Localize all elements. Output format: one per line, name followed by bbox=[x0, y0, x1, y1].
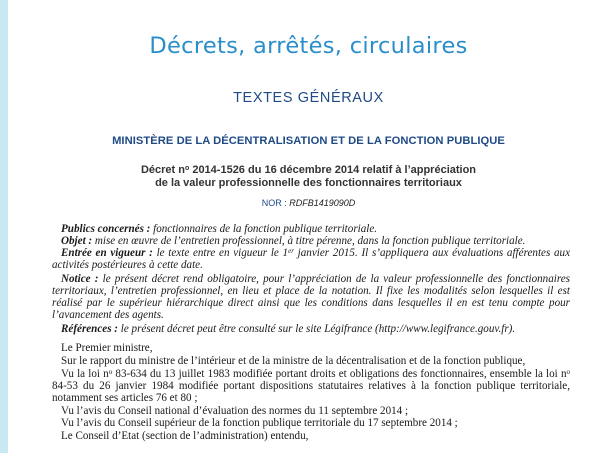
rapport-paragraph: Sur le rapport du ministre de l’intérieur et de la ministre de la décentralisation et de la fonction publique, bbox=[61, 355, 526, 367]
entree-en-vigueur-paragraph bbox=[52, 248, 570, 272]
nor-code: RDFB1419090D bbox=[289, 198, 356, 208]
notice-label: Notice : bbox=[61, 273, 99, 285]
entree-text-b: janvier 2015. Il s’appliquera aux évaluations afférentes aux activités postérieures à cette date. bbox=[52, 247, 570, 271]
vu-loi-text-a: Vu la loi n bbox=[61, 368, 109, 380]
entree-superscript: er bbox=[288, 247, 294, 255]
notice-text: le présent décret rend obligatoire, pour l’appréciation de la valeur professionnelle des fonctionnaires territoriaux, l’entretien professionnel, en lieu et place de la notation. Il fixe les modalités selon lesquelles il est réalisé par le supérieur hiérarchique direct ainsi que les conditions dans lesquelles il en est tenu compte pour l’avancement des agents. bbox=[52, 273, 571, 321]
publics-label: Publics concernés : bbox=[61, 223, 151, 235]
left-margin-bar bbox=[0, 0, 8, 453]
publics-text: fonctionnaires de la fonction publique territoriale. bbox=[150, 223, 378, 235]
references-label: Références : bbox=[61, 323, 118, 335]
decree-title-text-b: 2014-1526 du 16 décembre 2014 relatif à l’appréciation bbox=[189, 164, 477, 176]
section-title: TEXTES GÉNÉRAUX bbox=[233, 90, 384, 106]
entree-text-a: le texte entre en vigueur le 1 bbox=[152, 247, 289, 259]
decree-title-text-a: Décret n bbox=[140, 164, 185, 176]
ministry-heading: MINISTÈRE DE LA DÉCENTRALISATION ET DE LA FONCTION PUBLIQUE bbox=[112, 135, 505, 147]
vu-loi-superscript-1: o bbox=[108, 368, 113, 376]
objet-label: Objet : bbox=[61, 235, 93, 247]
decree-title bbox=[8, 164, 609, 190]
decree-title-line-2: de la valeur professionnelle des fonctionnaires territoriaux bbox=[155, 177, 462, 189]
vu-loi-text-b: 83-634 du 13 juillet 1983 modifiée portant droits et obligations des fonctionnaires, ensemble la loi n bbox=[112, 368, 567, 380]
references-text: le présent décret peut être consulté sur le site Légifrance (http://www.legifrance.gouv.fr). bbox=[118, 323, 516, 335]
vu-csfpt-paragraph: Vu l’avis du Conseil supérieur de la fonction publique territoriale du 17 septembre 2014 ; bbox=[61, 417, 458, 429]
vu-loi-superscript-2: o bbox=[566, 368, 570, 376]
vu-loi-text-c: 84-53 du 26 janvier 1984 modifiée portant dispositions statutaires relatives à la fonction publique territoriale, notamment ses articles 76 et 80 ; bbox=[52, 379, 570, 404]
vu-cnen-paragraph: Vu l’avis du Conseil national d’évaluation des normes du 11 septembre 2014 ; bbox=[61, 405, 409, 417]
objet-text: mise en œuvre de l’entretien professionnel, à titre pérenne, dans la fonction publique territoriale. bbox=[92, 235, 526, 247]
references-paragraph bbox=[52, 324, 570, 336]
decree-title-line-1 bbox=[8, 164, 609, 177]
series-title: Décrets, arrêtés, circulaires bbox=[149, 33, 468, 59]
premier-ministre-line: Le Premier ministre, bbox=[61, 342, 153, 354]
vu-loi-paragraph bbox=[52, 369, 570, 405]
notice-paragraph bbox=[52, 274, 570, 322]
entree-label: Entrée en vigueur : bbox=[61, 247, 153, 259]
nor-reference bbox=[8, 198, 609, 208]
decree-title-superscript: o bbox=[184, 165, 190, 172]
nor-label: NOR : bbox=[261, 198, 290, 208]
conseil-etat-paragraph: Le Conseil d’Etat (section de l’administration) entendu, bbox=[61, 430, 309, 442]
